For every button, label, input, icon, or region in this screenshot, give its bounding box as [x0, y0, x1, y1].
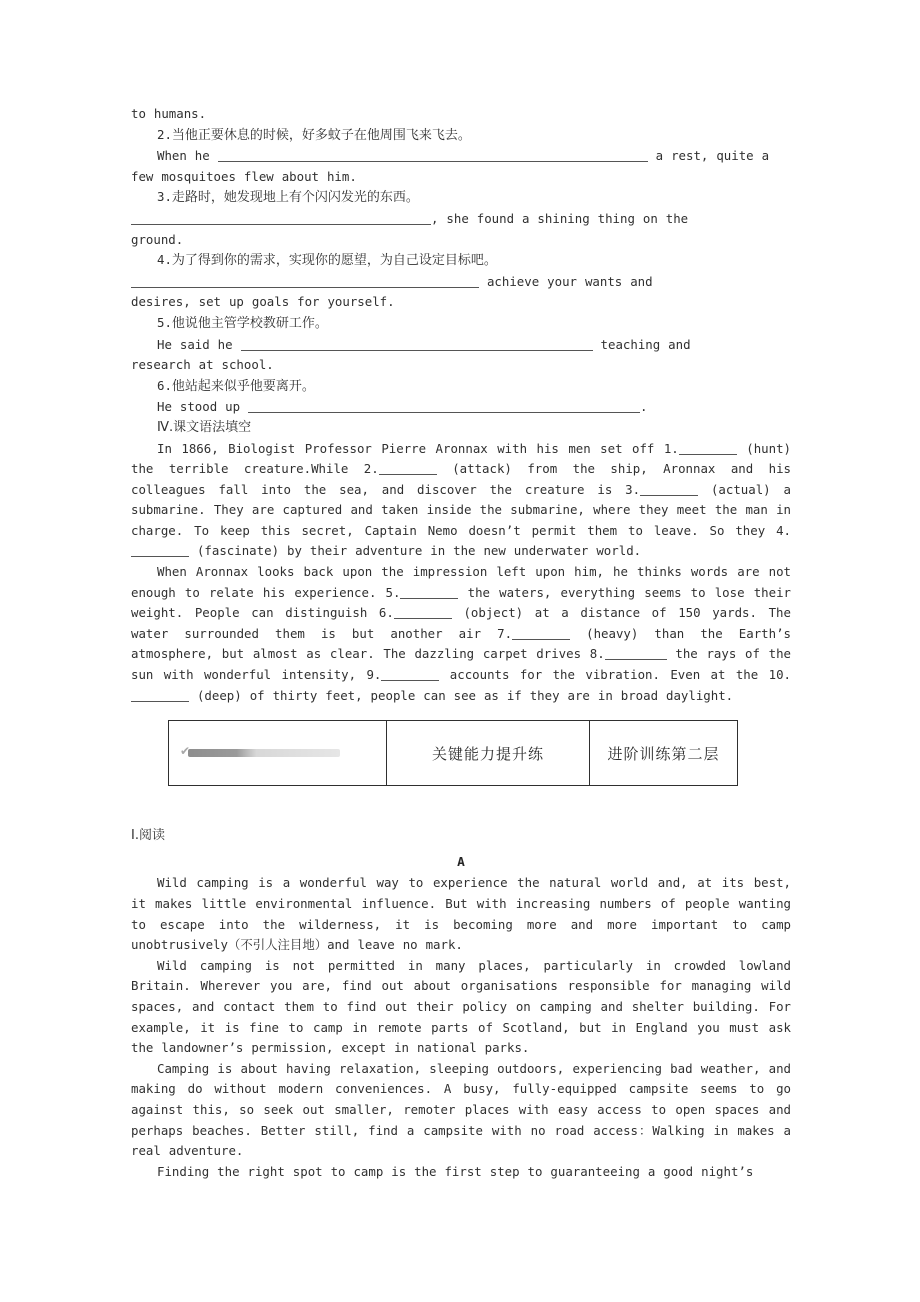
cloze-seg-5: the rays of the sun with wonderful intensity, 9. [131, 646, 791, 683]
cloze-seg-4: a submarine. They are captured and taken inside the submarine, where they meet the man in charge. To keep this secret, Captain Nemo doesn’t permit them to leave. So they 4. [131, 481, 791, 538]
cloze-hint-10: (deep) [196, 687, 242, 703]
item-chinese: 当他正要休息的时候，好多蚊子在他周围飞来飞去。 [171, 127, 471, 143]
translation-item-4-prompt [131, 250, 791, 272]
answer-blank[interactable] [248, 400, 640, 413]
item-number: 6. [157, 377, 172, 393]
banner-middle-cell: 关键能力提升练 [387, 721, 590, 786]
table-row [169, 721, 738, 786]
translation-item-6-answer [131, 397, 791, 418]
cloze-seg-6: accounts for the vibration. Even at the 10. [449, 667, 791, 683]
page-content [131, 104, 791, 1182]
passage-label-a: A [457, 854, 465, 870]
cloze-hint-7: (heavy) [586, 625, 639, 641]
reading-section [131, 826, 791, 1182]
answer-suffix: teaching and [600, 336, 691, 352]
continuation-line: to humans. [131, 106, 207, 121]
cloze-seg-5: by their adventure in the new underwater world. [287, 543, 642, 559]
item-chinese: 走路时，她发现地上有个闪闪发光的东西。 [171, 190, 419, 206]
reading-section-heading: Ⅰ.阅读 [131, 828, 165, 844]
reading-paragraph-4: Finding the right spot to camp is the first step to guaranteeing a good night’s [157, 1163, 754, 1179]
reading-paragraph-1: Wild camping is a wonderful way to experience the natural world and, at its best, it makes little environmental influence. But with increasing numbers of people wanting to escape into the wilderness, it is becoming more and more important to camp unobtrusively（不引人注目地）and leave no mark. [131, 875, 791, 953]
cloze-seg-1: In 1866, Biologist Professor Pierre Aronnax with his men set off 1. [157, 440, 679, 456]
check-gradient-bar-icon [179, 744, 340, 759]
reading-paragraph-2: Wild camping is not permitted in many places, particularly in crowded lowland Britain. Wherever you are, find out about organisations responsible for managing wild spaces, and contact them to find out their policy on camping and shelter building. For example, it is fine to camp in remote parts of Scotland, but in England you must ask the landowner’s permission, except in national parks. [131, 957, 791, 1056]
section-banner [168, 720, 791, 786]
reading-paragraph-3: Camping is about having relaxation, sleeping outdoors, experiencing bad weather, and making do without modern conveniences. A busy, fully-equipped campsite seems to go against this, so seek out smaller, remoter places with easy access to open spaces and perhaps beaches. Better still, find a campsite with no road access：Walking in makes a real adventure. [131, 1060, 791, 1159]
translation-item-6-prompt [131, 376, 791, 398]
item-number: 5. [157, 314, 172, 330]
translation-item-4-answer [131, 272, 791, 293]
answer-blank[interactable] [131, 212, 431, 225]
answer-prefix: He stood up [157, 399, 241, 415]
grammar-paragraph-2 [131, 562, 791, 706]
cloze-blank-7[interactable] [512, 627, 570, 640]
cloze-blank-4[interactable] [131, 544, 189, 557]
item-number: 4. [157, 252, 172, 268]
answer-prefix: He said he [157, 336, 233, 352]
cloze-seg-4: than the Earth’s atmosphere, but almost as clear. The dazzling carpet drives 8. [131, 625, 791, 662]
grammar-paragraph-1 [131, 439, 791, 563]
cloze-seg-2: the terrible creature.While 2. [131, 461, 379, 477]
translation-item-3-prompt [131, 187, 791, 209]
translation-item-3-answer-wrap: ground. [131, 231, 184, 247]
cloze-hint-4: (fascinate) [196, 543, 280, 559]
answer-prefix: When he [157, 148, 210, 164]
cloze-blank-2[interactable] [379, 462, 437, 475]
cloze-blank-8[interactable] [605, 647, 667, 660]
answer-blank[interactable] [218, 149, 648, 162]
cloze-hint-6: (object) [463, 605, 524, 621]
answer-blank[interactable] [241, 338, 593, 351]
cloze-blank-1[interactable] [679, 442, 737, 455]
item-chinese: 他说他主管学校教研工作。 [171, 315, 328, 331]
cloze-hint-3: (actual) [710, 481, 771, 497]
banner-table [168, 720, 738, 786]
translation-item-2-answer-wrap: few mosquitoes flew about him. [131, 168, 357, 184]
cloze-blank-6[interactable] [394, 606, 452, 619]
item-number: 2. [157, 126, 172, 142]
check-icon: ✔ [179, 744, 192, 759]
cloze-blank-9[interactable] [381, 668, 439, 681]
translation-item-5-answer [131, 335, 791, 356]
translation-item-5-prompt [131, 313, 791, 335]
cloze-seg-2: the waters, everything seems to lose their weight. People can distinguish 6. [131, 584, 791, 621]
cloze-blank-10[interactable] [131, 689, 189, 702]
translation-item-3-answer [131, 209, 791, 230]
cloze-hint-2: (attack) [452, 461, 512, 477]
banner-right-cell: 进阶训练第二层 [590, 721, 738, 786]
answer-blank[interactable] [131, 275, 479, 288]
grammar-section [131, 418, 791, 706]
item-chinese: 他站起来似乎他要离开。 [171, 378, 315, 394]
item-number: 3. [157, 189, 172, 205]
cloze-seg-1: When Aronnax looks back upon the impression left upon him, he thinks words are not enough to relate his experience. 5. [131, 564, 791, 600]
cloze-blank-3[interactable] [640, 483, 698, 496]
grammar-section-heading: Ⅳ.课文语法填空 [157, 419, 252, 435]
item-chinese: 为了得到你的需求，实现你的愿望，为自己设定目标吧。 [171, 253, 497, 269]
answer-suffix: a rest, quite a [655, 148, 770, 164]
translation-exercise [131, 104, 791, 418]
answer-suffix: achieve your wants and [486, 273, 653, 289]
translation-item-2-answer [131, 146, 791, 167]
cloze-hint-1: (hunt) [746, 440, 791, 456]
cloze-seg-3: at a distance of 150 yards. The water surrounded them is but another air 7. [131, 605, 791, 641]
banner-logo-cell [169, 721, 387, 786]
cloze-blank-5[interactable] [400, 586, 458, 599]
cloze-seg-3: from the ship, Aronnax and his colleagues fall into the sea, and discover the creature is 3. [131, 461, 792, 497]
answer-suffix: . [640, 399, 648, 415]
cloze-seg-7: of thirty feet, people can see as if they are in broad daylight. [249, 687, 734, 703]
translation-item-4-answer-wrap: desires, set up goals for yourself. [131, 294, 395, 310]
translation-item-2-prompt [131, 125, 791, 147]
translation-item-5-answer-wrap: research at school. [131, 357, 274, 373]
answer-suffix: , she found a shining thing on the [431, 210, 689, 226]
